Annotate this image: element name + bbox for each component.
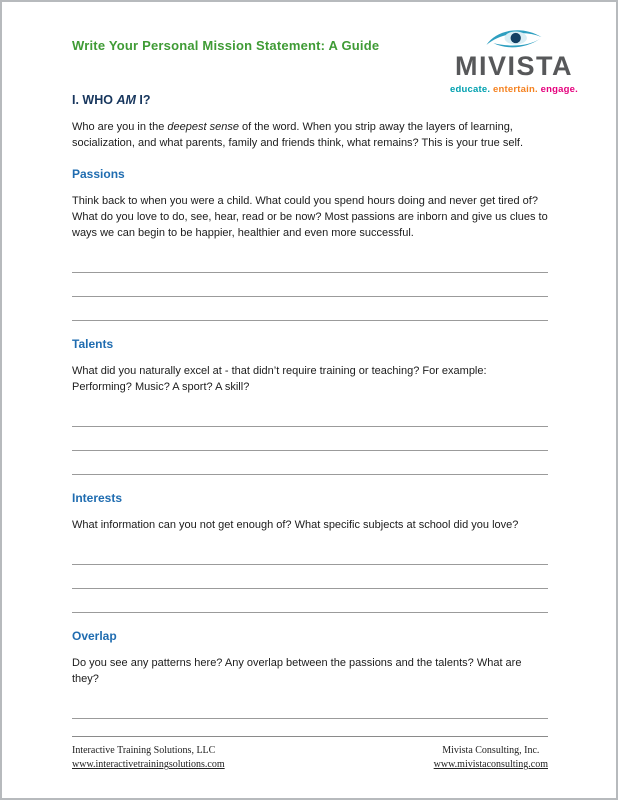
answer-blank-line (72, 403, 548, 427)
answer-blank-line (72, 249, 548, 273)
who-body-pre: Who are you in the (72, 121, 168, 133)
answer-blank-line (72, 541, 548, 565)
footer-left-org: Interactive Training Solutions, LLC (72, 745, 216, 756)
document-title: Write Your Personal Mission Statement: A Guide (72, 38, 380, 53)
answer-blank-line (72, 695, 548, 719)
who-heading-post: I? (135, 93, 151, 107)
footer-right-org: Mivista Consulting, Inc. (442, 745, 540, 756)
answer-blank-line (72, 427, 548, 451)
talents-answer-blanks (72, 403, 548, 475)
passions-paragraph: Think back to when you were a child. What could you spend hours doing and never get tired of? What do you love to do, see, hear, read or be now? Most passions are inborn and give us clues to ways we can begin to be happier, healthier and even more successful. (72, 195, 548, 239)
footer-right (434, 744, 548, 772)
eye-icon (483, 24, 545, 52)
footer-left (72, 744, 225, 772)
mivista-logo (428, 24, 600, 95)
who-body-italic: deepest sense (167, 121, 239, 133)
section-heading-passions: Passions (72, 167, 125, 181)
answer-blank-line (72, 565, 548, 589)
who-heading-pre: I. WHO (72, 93, 117, 107)
who-body-post: of the word. When you strip away the layers of learning, socialization, and what parents, family and friends think, what remains? This is your true self. (72, 121, 524, 149)
who-heading-italic: AM (116, 93, 136, 107)
footer-left-url[interactable]: www.interactivetrainingsolutions.com (72, 759, 225, 770)
tagline-educate: educate. (450, 84, 491, 95)
answer-blank-line (72, 273, 548, 297)
page-footer (72, 736, 548, 772)
logo-tagline (428, 84, 600, 95)
tagline-engage: engage. (540, 84, 578, 95)
answer-blank-line (72, 451, 548, 475)
talents-paragraph: What did you naturally excel at - that didn’t require training or teaching? For example: Performing? Music? A sport? A skill? (72, 365, 487, 393)
tagline-entertain: entertain. (493, 84, 538, 95)
logo-wordmark: MIVISTA (455, 51, 573, 81)
footer-right-url[interactable]: www.mivistaconsulting.com (433, 759, 548, 770)
interests-answer-blanks (72, 541, 548, 613)
section-heading-who-am-i (72, 93, 548, 107)
answer-blank-line (72, 589, 548, 613)
section-heading-interests: Interests (72, 491, 123, 505)
passions-answer-blanks (72, 249, 548, 321)
section-heading-talents: Talents (72, 337, 114, 351)
overlap-paragraph: Do you see any patterns here? Any overlap between the passions and the talents? What are they? (72, 657, 522, 685)
section-heading-overlap: Overlap (72, 629, 117, 643)
interests-paragraph: What information can you not get enough of? What specific subjects at school did you love? (72, 519, 519, 531)
who-paragraph (72, 119, 548, 151)
answer-blank-line (72, 297, 548, 321)
